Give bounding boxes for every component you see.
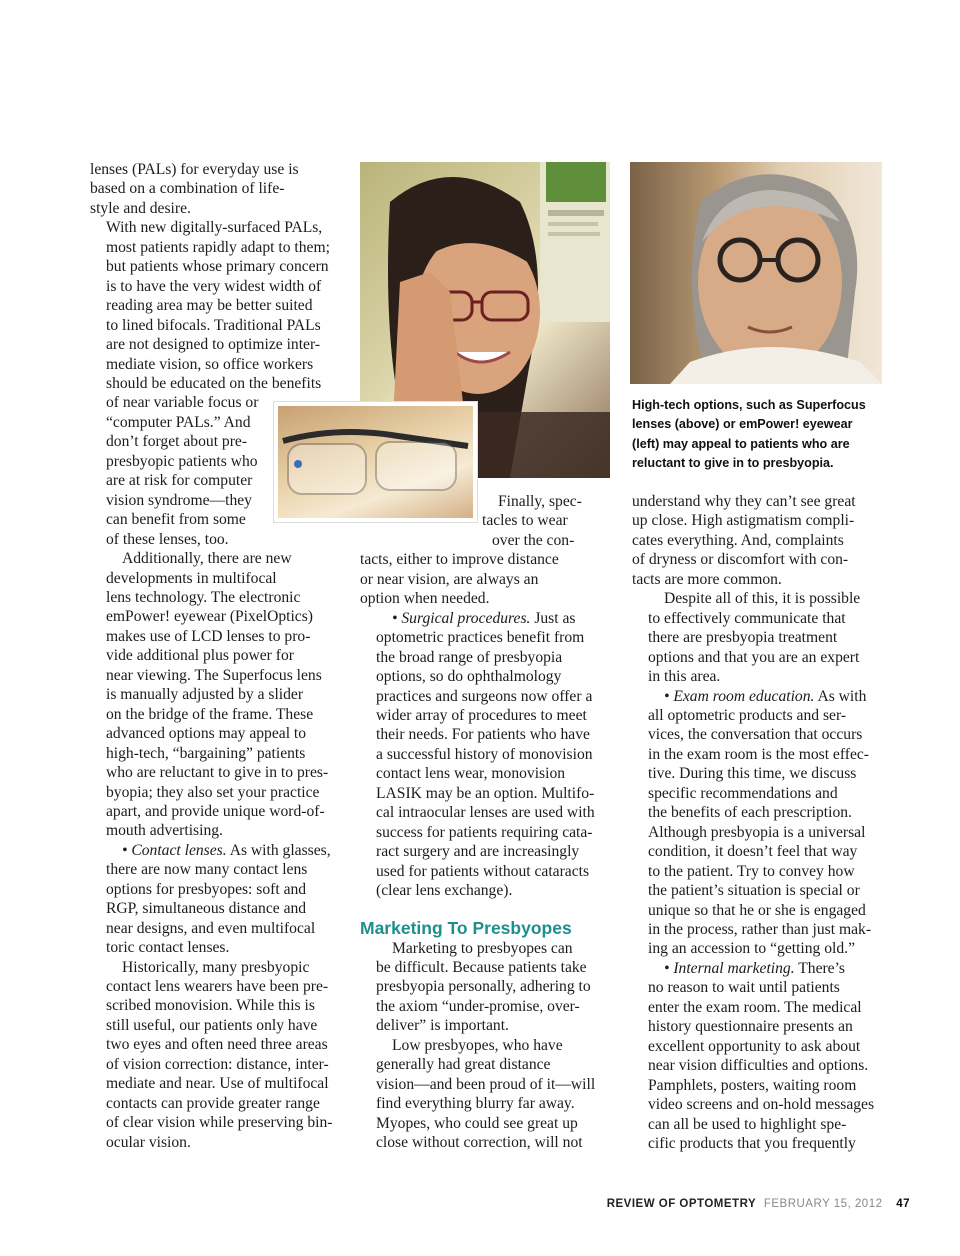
text-line: most patients rapidly adapt to them; xyxy=(106,238,330,256)
text-line: practices and surgeons now offer a xyxy=(376,687,593,705)
text-line: up close. High astigmatism compli- xyxy=(632,512,855,530)
text-line: in the process, rather than just mak- xyxy=(648,920,872,938)
text-line: are not designed to optimize inter- xyxy=(106,336,321,354)
text-line: tacts, either to improve distance xyxy=(360,551,559,569)
issue-date: FEBRUARY 15, 2012 xyxy=(763,1198,883,1210)
text-line: high-tech, “bargaining” patients xyxy=(106,744,306,762)
section-heading: Marketing To Presbyopes xyxy=(360,917,572,938)
text-line: over the con- xyxy=(492,531,575,549)
text-line: specific recommendations and xyxy=(648,784,838,802)
text-line: ocular vision. xyxy=(106,1133,191,1151)
text-line: cific products that you frequently xyxy=(648,1134,856,1152)
text-line: ing an accession to “getting old.” xyxy=(648,940,855,958)
paragraph xyxy=(632,959,882,1154)
text-line: video screens and on-hold messages xyxy=(648,1096,875,1114)
text-line: contact lens wearers have been pre- xyxy=(106,978,329,996)
text-line: style and desire. xyxy=(90,199,191,217)
text-line: LASIK may be an option. Multifo- xyxy=(376,784,595,802)
text-line: vision—and been proud of it—will xyxy=(376,1075,596,1093)
text-line: their needs. For patients who have xyxy=(376,726,590,744)
text-line: lens technology. The electronic xyxy=(106,588,301,606)
text-line: With new digitally-surfaced PALs, xyxy=(106,219,323,237)
subhead-exam-room-education: • Exam room education. xyxy=(664,687,815,705)
text-line: no reason to wait until patients xyxy=(648,979,840,997)
text-line: As with xyxy=(814,687,867,705)
column-1 xyxy=(90,160,342,1152)
text-line: vide additional plus power for xyxy=(106,647,294,665)
text-line: understand why they can’t see great xyxy=(632,493,856,510)
subhead-surgical-procedures: • Surgical procedures. xyxy=(392,609,531,627)
text-line: there are now many contact lens xyxy=(106,861,308,879)
page-footer xyxy=(607,1198,910,1210)
text-line: tive. During this time, we discuss xyxy=(648,765,857,783)
text-line: Just as xyxy=(530,609,576,627)
text-line: lenses (PALs) for everyday use is xyxy=(90,161,299,178)
text-line: are at risk for computer xyxy=(106,472,253,490)
text-line: be difficult. Because patients take xyxy=(376,958,587,976)
text-line: but patients whose primary concern xyxy=(106,258,329,276)
text-line: enter the exam room. The medical xyxy=(648,998,862,1016)
text-line: close without correction, will not xyxy=(376,1134,583,1152)
text-line: tacles to wear xyxy=(482,512,568,530)
text-line: options for presbyopes: soft and xyxy=(106,880,307,898)
paragraph xyxy=(90,958,342,1153)
text-line: the benefits of each prescription. xyxy=(648,804,852,822)
text-line: still useful, our patients only have xyxy=(106,1016,318,1034)
text-line: emPower! eyewear (PixelOptics) xyxy=(106,608,313,626)
text-line: There’s xyxy=(794,959,845,977)
paragraph xyxy=(360,939,610,1036)
text-line: cal intraocular lenses are used with xyxy=(376,804,595,822)
text-line: Finally, spec- xyxy=(498,493,582,510)
text-line: to lined bifocals. Traditional PALs xyxy=(106,316,321,334)
text-line: optometric practices benefit from xyxy=(376,629,585,647)
text-line: of clear vision while preserving bin- xyxy=(106,1114,333,1132)
text-line: condition, it doesn’t feel that way xyxy=(648,843,858,861)
photo-man-round-glasses xyxy=(630,162,882,384)
text-line: toric contact lenses. xyxy=(106,939,230,957)
subhead-internal-marketing: • Internal marketing. xyxy=(664,959,795,977)
paragraph xyxy=(90,160,342,218)
subhead-contact-lenses: • Contact lenses. xyxy=(122,841,227,859)
text-line: (clear lens exchange). xyxy=(376,882,513,900)
text-line: to effectively communicate that xyxy=(648,609,846,627)
caption-line: High-tech options, such as Superfocus xyxy=(632,398,866,412)
text-line: there are presbyopia treatment xyxy=(648,629,838,647)
paragraph xyxy=(90,549,342,841)
caption-line: reluctant to give in to presbyopia. xyxy=(632,455,834,470)
text-line: makes use of LCD lenses to pro- xyxy=(106,627,311,645)
text-line: cates everything. And, complaints xyxy=(632,531,844,549)
text-line: on the bridge of the frame. These xyxy=(106,705,314,723)
text-line: is manually adjusted by a slider xyxy=(106,686,304,704)
text-line: near vision difficulties and options. xyxy=(648,1057,869,1075)
text-line: find everything blurry far away. xyxy=(376,1095,575,1113)
text-line: of these lenses, too. xyxy=(106,530,229,548)
text-line: in the exam room is the most effec- xyxy=(648,745,869,763)
text-line: Despite all of this, it is possible xyxy=(664,590,861,608)
text-line: option when needed. xyxy=(360,590,490,608)
text-line: scribed monovision. While this is xyxy=(106,997,315,1015)
text-line: “computer PALs.” And xyxy=(106,413,251,431)
text-line: should be educated on the benefits xyxy=(106,374,322,392)
text-line: based on a combination of life- xyxy=(90,180,285,198)
column-3 xyxy=(632,492,882,1153)
text-line: a successful history of monovision xyxy=(376,745,593,763)
text-line: developments in multifocal xyxy=(106,569,277,587)
text-line: Historically, many presbyopic xyxy=(122,958,310,976)
text-line: two eyes and often need three areas xyxy=(106,1036,328,1054)
text-line: deliver” is important. xyxy=(376,1017,509,1035)
text-line: unique so that he or she is engaged xyxy=(648,901,866,919)
text-line: can benefit from some xyxy=(106,511,246,529)
column-2 xyxy=(360,492,610,1153)
text-line: is to have the very widest width of xyxy=(106,277,322,295)
text-line: all optometric products and ser- xyxy=(648,706,847,724)
text-line: apart, and provide unique word-of- xyxy=(106,802,325,820)
paragraph xyxy=(360,609,610,901)
text-line: of dryness or discomfort with con- xyxy=(632,551,849,569)
text-line: excellent opportunity to ask about xyxy=(648,1037,861,1055)
caption-line: (left) may appeal to patients who are xyxy=(632,436,850,451)
publication-name: REVIEW OF OPTOMETRY xyxy=(606,1198,757,1210)
text-line: mediate vision, so office workers xyxy=(106,355,314,373)
text-line: near designs, and even multifocal xyxy=(106,919,316,937)
caption-line: lenses (above) or emPower! eyewear xyxy=(632,417,853,432)
text-line: mouth advertising. xyxy=(106,822,223,840)
text-line: of near variable focus or xyxy=(106,394,259,412)
paragraph xyxy=(632,492,882,589)
text-line: of vision correction: distance, inter- xyxy=(106,1055,329,1073)
paragraph xyxy=(90,218,342,549)
man-illustration xyxy=(630,162,882,384)
text-line: who are reluctant to give in to pres- xyxy=(106,764,329,782)
text-line: options and that you are an expert xyxy=(648,648,860,666)
text-line: presbyopia personally, adhering to xyxy=(376,978,591,996)
paragraph xyxy=(360,492,610,609)
text-line: can all be used to highlight spe- xyxy=(648,1115,847,1133)
text-line: vision syndrome—they xyxy=(106,491,252,509)
text-line: the axiom “under-promise, over- xyxy=(376,997,580,1015)
text-line: byopia; they also set your practice xyxy=(106,783,320,801)
text-line: to the patient. Try to convey how xyxy=(648,862,855,880)
text-line: contact lens wear, monovision xyxy=(376,765,566,783)
text-line: success for patients requiring cata- xyxy=(376,823,593,841)
text-line: the broad range of presbyopia xyxy=(376,648,563,666)
text-line: the patient’s situation is special or xyxy=(648,882,860,900)
text-line: history questionnaire presents an xyxy=(648,1018,853,1036)
text-line: Low presbyopes, who have xyxy=(392,1036,563,1054)
text-line: in this area. xyxy=(648,668,721,686)
text-line: Although presbyopia is a universal xyxy=(648,823,866,841)
paragraph xyxy=(632,589,882,686)
text-line: don’t forget about pre- xyxy=(106,433,248,451)
text-line: vices, the conversation that occurs xyxy=(648,726,863,744)
text-line: tacts are more common. xyxy=(632,570,782,588)
text-line: generally had great distance xyxy=(376,1056,551,1074)
text-line: wider array of procedures to meet xyxy=(376,706,587,724)
text-line: RGP, simultaneous distance and xyxy=(106,900,307,918)
text-line: As with glasses, xyxy=(226,841,331,859)
paragraph xyxy=(360,1036,610,1153)
text-line: presbyopic patients who xyxy=(106,452,258,470)
photo-caption xyxy=(632,396,882,473)
text-line: Pamphlets, posters, waiting room xyxy=(648,1076,857,1094)
text-line: mediate and near. Use of multifocal xyxy=(106,1075,329,1093)
paragraph xyxy=(632,687,882,959)
page-number: 47 xyxy=(896,1198,910,1210)
text-line: options, so do ophthalmology xyxy=(376,668,562,686)
text-line: contacts can provide greater range xyxy=(106,1094,320,1112)
text-line: advanced options may appeal to xyxy=(106,725,307,743)
text-line: reading area may be better suited xyxy=(106,297,313,315)
text-line: used for patients without cataracts xyxy=(376,862,590,880)
text-line: Additionally, there are new xyxy=(122,550,292,568)
text-line: Marketing to presbyopes can xyxy=(392,939,573,957)
text-line: ract surgery and are increasingly xyxy=(376,843,580,861)
text-line: or near vision, are always an xyxy=(360,570,539,588)
text-line: Myopes, who could see great up xyxy=(376,1114,578,1132)
paragraph xyxy=(90,841,342,958)
text-line: near viewing. The Superfocus lens xyxy=(106,666,322,684)
